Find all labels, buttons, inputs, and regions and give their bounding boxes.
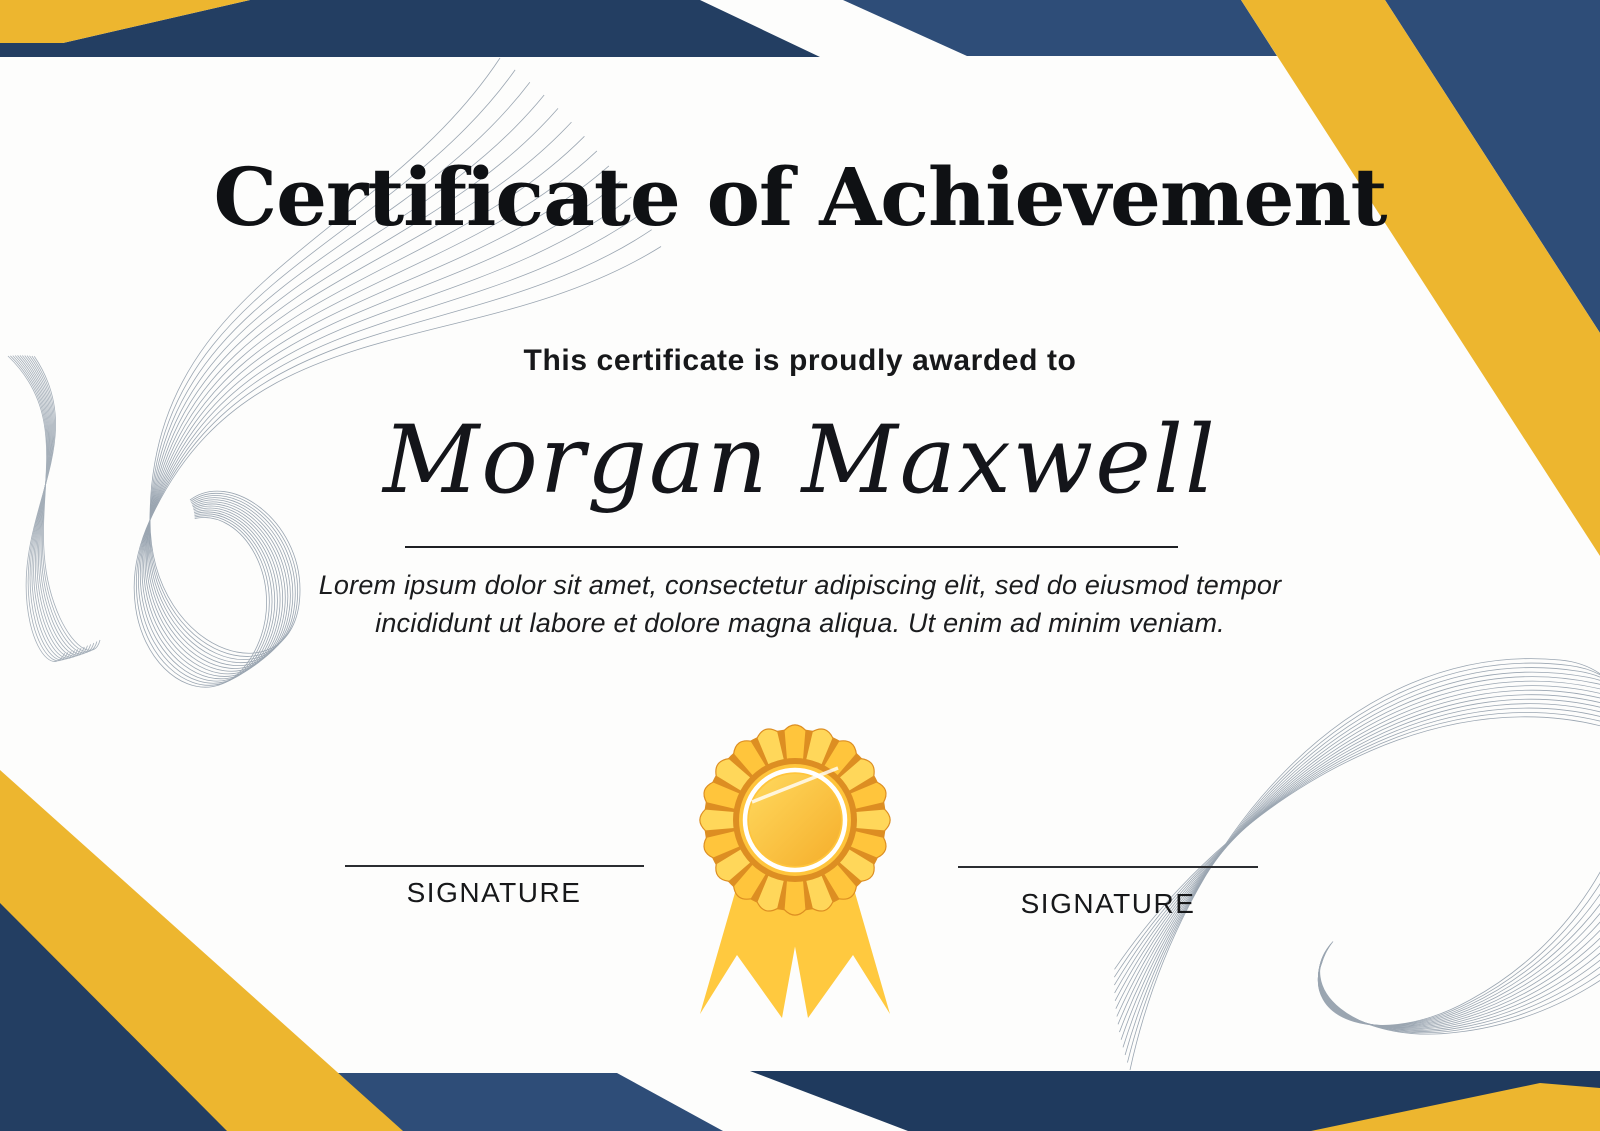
description-line-2: incididunt ut labore et dolore magna aliqua. Ut enim ad minim veniam. (375, 608, 1225, 638)
recipient-name: Morgan Maxwell (383, 406, 1217, 515)
signature-label-left: SIGNATURE (406, 877, 582, 908)
award-rosette-icon (700, 725, 890, 1018)
guilloche-bottomright-icon (1114, 588, 1600, 1131)
description-line-1: Lorem ipsum dolor sit amet, consectetur adipiscing elit, sed do eiusmod tempor (318, 570, 1282, 600)
certificate-title: Certificate of Achievement (213, 150, 1387, 244)
rosette-disc-inner (749, 774, 841, 866)
signature-label-right: SIGNATURE (1020, 888, 1196, 919)
recipient-name-underline (405, 546, 1178, 548)
certificate-description (0, 566, 1600, 642)
signature-line-left (345, 865, 644, 867)
certificate-subtitle: This certificate is proudly awarded to (523, 344, 1077, 377)
corner-shape-top-right-band (843, 0, 1277, 56)
signature-line-right (958, 866, 1258, 868)
